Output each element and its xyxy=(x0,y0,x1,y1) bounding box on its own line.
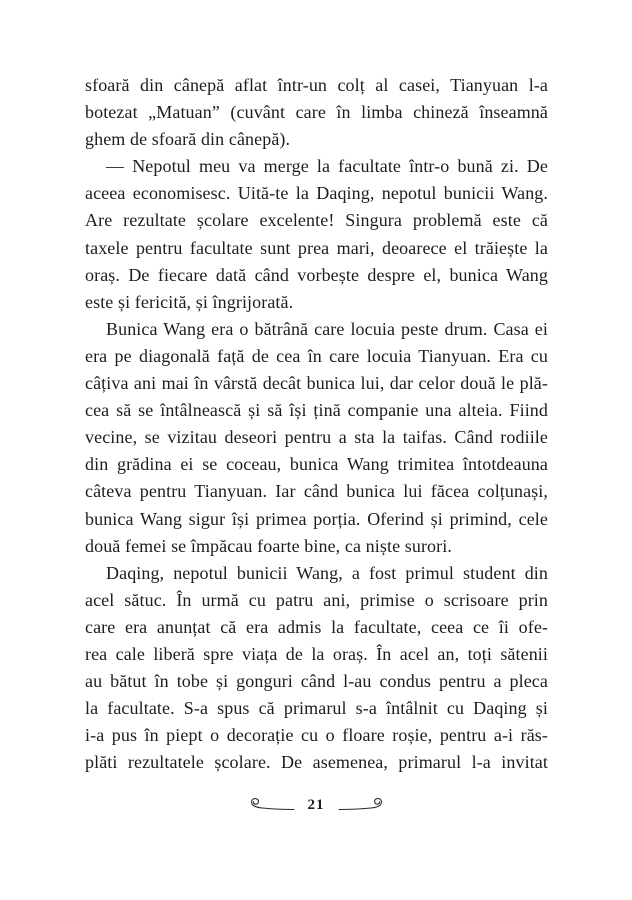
paragraph xyxy=(85,72,548,153)
text-line: este și fericită, și îngrijorată. xyxy=(85,291,294,312)
footer-flourish-right-icon xyxy=(338,797,386,813)
text-line: câțiva ani mai în vârstă decât bunica lui, dar celor două le plă- xyxy=(85,373,548,394)
text-line: Bunica Wang era o bătrână care locuia peste drum. Casa ei xyxy=(106,318,548,339)
text-line: două femei se împăcau foarte bine, ca niște surori. xyxy=(85,535,452,556)
text-line: la facultate. S-a spus că primarul s-a întâlnit cu Daqing și xyxy=(85,698,548,719)
text-line: vecine, se vizitau deseori pentru a sta la taifas. Când rodiile xyxy=(85,427,548,448)
page-footer xyxy=(0,796,632,813)
text-line: taxele pentru facultate sunt prea mari, deoarece el trăiește la xyxy=(85,237,548,258)
text-line: acel sătuc. În urmă cu patru ani, primise o scrisoare prin xyxy=(85,589,548,610)
paragraph xyxy=(85,560,548,777)
text-line: Daqing, nepotul bunicii Wang, a fost primul student din xyxy=(106,562,548,583)
text-line: bunica Wang sigur își primea porția. Oferind și primind, cele xyxy=(85,508,548,529)
footer-flourish-left-icon xyxy=(247,797,295,813)
text-line: i-a pus în piept o decorație cu o floare roșie, pentru a-i răs- xyxy=(85,725,548,746)
text-line: — Nepotul meu va merge la facultate într-o bună zi. De xyxy=(106,156,548,177)
page-number: 21 xyxy=(307,797,325,813)
text-line: au bătut în tobe și gonguri când l-au condus pentru a pleca xyxy=(85,671,548,692)
page-text xyxy=(85,72,548,776)
text-line: botezat „Matuan” (cuvânt care în limba chineză înseamnă xyxy=(85,102,548,123)
text-line: aceea economisesc. Uită-te la Daqing, nepotul bunicii Wang. xyxy=(85,183,548,204)
text-line: care era anunțat că era admis la facultate, ceea ce îi ofe- xyxy=(85,616,548,637)
paragraph xyxy=(85,316,548,560)
text-line: era pe diagonală față de cea în care locuia Tianyuan. Era cu xyxy=(85,345,548,366)
text-line: plăti rezultatele școlare. De asemenea, primarul l-a invitat xyxy=(85,752,548,773)
text-line: Are rezultate școlare excelente! Singura problemă este că xyxy=(85,210,548,231)
text-line: sfoară din cânepă aflat într-un colț al casei, Tianyuan l-a xyxy=(85,75,548,95)
text-line: oraș. De fiecare dată când vorbește despre el, bunica Wang xyxy=(85,264,548,285)
text-line: câteva pentru Tianyuan. Iar când bunica lui făcea colțunași, xyxy=(85,481,548,502)
text-line: din grădina ei se coceau, bunica Wang trimitea întotdeauna xyxy=(85,454,548,475)
text-line: ghem de sfoară din cânepă). xyxy=(85,129,291,150)
paragraph xyxy=(85,153,548,316)
text-line: rea cale liberă spre viața de la oraș. În acel an, toți sătenii xyxy=(85,643,548,664)
text-line: cea să se întâlnească și să își țină companie una alteia. Fiind xyxy=(85,400,548,421)
